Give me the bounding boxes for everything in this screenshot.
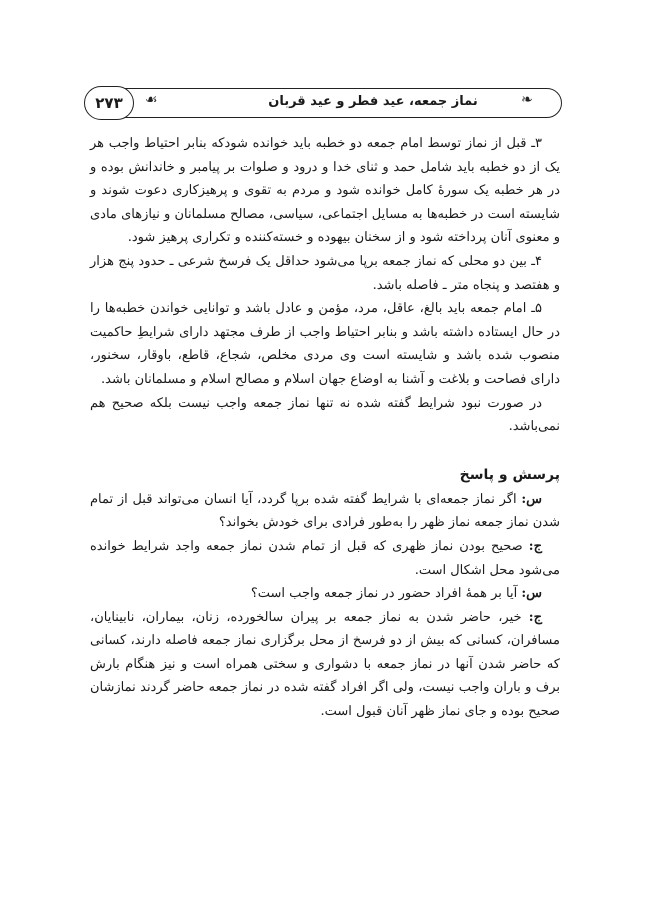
ornament-left-icon: ☙ — [145, 92, 158, 108]
answer-label: ج: — [528, 609, 542, 625]
qa-section-title: پرسش و پاسخ — [459, 466, 560, 483]
answer-text: خیر، حاضر شدن به نماز جمعه بر پیران سالخورده، زنان، بیماران، نابینایان، مسافران، کسانی که بیش از دو فرسخ از محل برگزاری نماز جمعه فاصله دارند، کسانی که حاضر شدن آنها در نماز جمعه با دشواری و سختی همراه است و نیز هنگام بارش برف و باران واجب نیست، ولی اگر افراد گفته شده در نماز جمعه حاضر گردند نمازشان صحیح بوده و جای نماز ظهر آنان قبول است. — [90, 609, 560, 720]
question-2 — [90, 582, 560, 606]
paragraph-3: ۳ـ قبل از نماز توسط امام جمعه دو خطبه باید خوانده شودکه بنابر احتیاط واجب هر یک از دو خطبه باید شامل حمد و ثنای خدا و درود و صلوات بر پیامبر و خاندانش بوده و در هر خطبه یک سورهٔ کامل خوانده شود و مردم به تقوی و پرهیزکاری دعوت شوند و شایسته است در خطبه‌ها به مسایل اجتماعی، سیاسی، مصالح مسلمانان و نیازهای مادی و معنوی آنان پرداخته شود و از سخنان بیهوده و خسته‌کننده و تکراری پرهیز شود. — [90, 136, 560, 246]
answer-label: ج: — [528, 538, 542, 554]
answer-2 — [90, 606, 560, 724]
question-text: آیا بر همهٔ افراد حضور در نماز جمعه واجب است؟ — [250, 586, 518, 602]
page-body — [90, 132, 560, 724]
paragraph-5: ۵ـ امام جمعه باید بالغ، عاقل، مرد، مؤمن و عادل باشد و توانایی خواندن خطبه‌ها را در حال ایستاده داشته باشد و بنابر احتیاط واجب از طرف مجتهد دارای شرایطِ حاکمیت منصوب شده باشد و شایسته است وی مردی مخلص، شجاع، قاطع، باوقار، سخنور، دارای فصاحت و بلاغت و آشنا به اوضاع جهان اسلام و مصالح اسلام و مسلمانان باشد. — [90, 301, 560, 387]
question-label: س: — [521, 491, 542, 507]
answer-text: صحیح بودن نماز ظهری که قبل از تمام شدن نماز جمعه واجد شرایط خوانده می‌شود محل اشکال است. — [90, 538, 560, 578]
question-text: اگر نماز جمعه‌ای با شرایط گفته شده برپا گردد، آیا انسان می‌تواند قبل از تمام شدن نماز جمعه نماز ظهر را به‌طور فرادی برای خودش بخواند؟ — [90, 491, 560, 531]
ornament-right-icon: ❧ — [521, 92, 533, 108]
paragraph-conclusion: در صورت نبود شرایط گفته شده نه تنها نماز جمعه واجب نیست بلکه صحیح هم نمی‌باشد. — [90, 395, 560, 435]
chapter-title: نماز جمعه، عید فطر و عید قربان — [268, 94, 478, 109]
paragraph-4: ۴ـ بین دو محلی که نماز جمعه برپا می‌شود حداقل یک فرسخ شرعی ـ حدود پنج هزار و هفتصد و پنجاه متر ـ فاصله باشد. — [90, 253, 560, 293]
answer-1 — [90, 535, 560, 582]
page-number: ۲۷۳ — [84, 86, 134, 120]
question-label: س: — [521, 586, 542, 602]
question-1 — [90, 488, 560, 535]
